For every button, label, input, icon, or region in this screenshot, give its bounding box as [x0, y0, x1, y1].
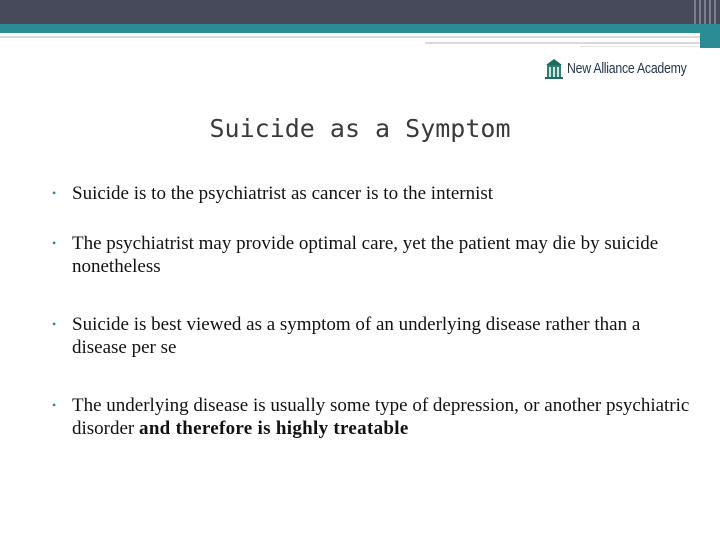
bullet-dot-icon: • — [52, 398, 57, 412]
bullet-emphasis: and therefore is highly treatable — [139, 418, 409, 439]
bullet-dot-icon: • — [52, 317, 57, 331]
logo — [544, 56, 713, 80]
bullet-dot-icon: • — [52, 186, 57, 200]
divider-line — [425, 42, 700, 44]
slide-title: Suicide as a Symptom — [209, 114, 511, 143]
bullet-text: Suicide is best viewed as a symptom of an underlying disease rather than a disease per se — [72, 314, 641, 358]
logo-text: New Alliance Academy — [567, 59, 687, 77]
divider-line — [0, 36, 700, 38]
building-icon — [544, 57, 564, 79]
header-stripes — [694, 0, 716, 24]
bullet-item — [52, 232, 692, 278]
bullet-text: The psychiatrist may provide optimal care, yet the patient may die by suicide nonetheless — [72, 233, 659, 277]
bullet-text: Suicide is to the psychiatrist as cancer is to the internist — [72, 183, 494, 204]
bullet-item — [52, 394, 692, 440]
accent-band-corner — [700, 24, 720, 48]
bullet-item — [52, 182, 692, 205]
accent-band — [0, 24, 720, 33]
header-bar — [0, 0, 720, 24]
bullet-item — [52, 313, 692, 359]
divider-line — [580, 46, 700, 47]
bullet-text: The underlying disease is usually some type of depression, or another psychiatric disorder — [72, 395, 690, 439]
bullet-list — [52, 178, 692, 440]
bullet-dot-icon: • — [52, 236, 57, 250]
